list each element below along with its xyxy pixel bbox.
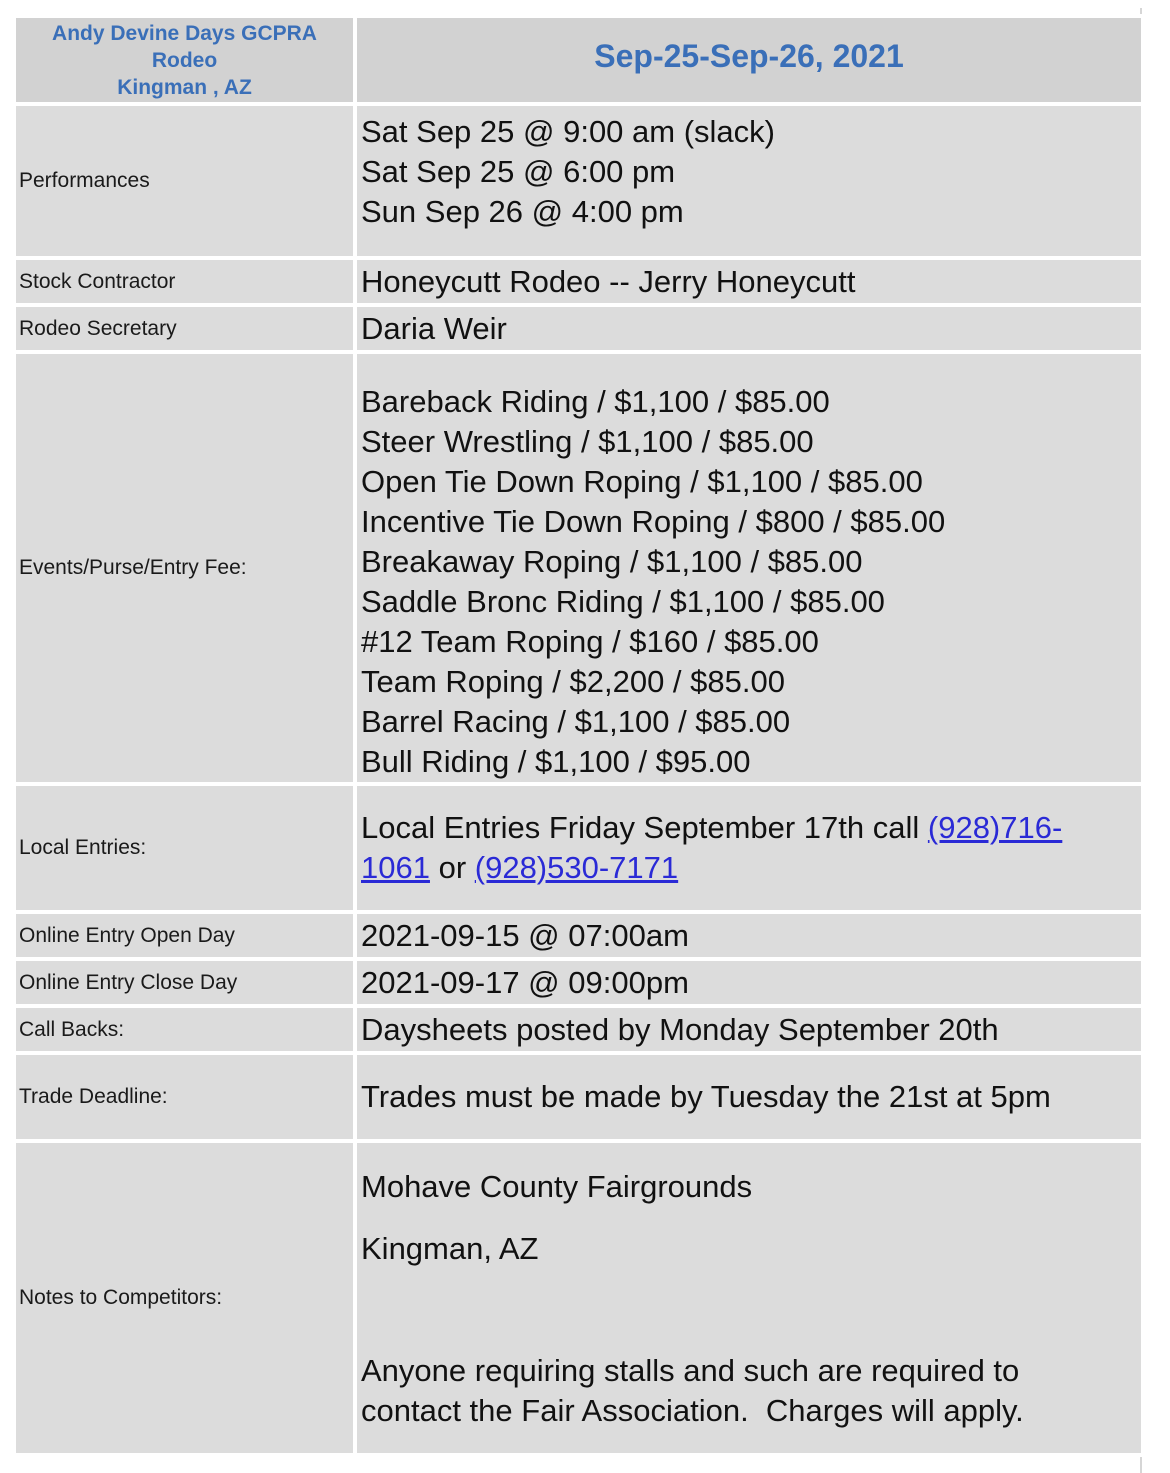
online-close-value: 2021-09-17 @ 09:00pm bbox=[357, 961, 1141, 1004]
event-item: Barrel Racing / $1,100 / $85.00 bbox=[361, 704, 791, 739]
phone-link-1-part2: 1061 bbox=[361, 850, 430, 885]
event-item: Steer Wrestling / $1,100 / $85.00 bbox=[361, 424, 814, 459]
performances-label: Performances bbox=[16, 106, 353, 256]
event-item: Incentive Tie Down Roping / $800 / $85.00 bbox=[361, 504, 946, 539]
trade-deadline-label: Trade Deadline: bbox=[16, 1055, 353, 1139]
phone-link-2[interactable]: (928)530-7171 bbox=[474, 850, 679, 885]
call-backs-row bbox=[16, 1008, 1141, 1051]
event-item: Breakaway Roping / $1,100 / $85.00 bbox=[361, 544, 863, 579]
event-item: #12 Team Roping / $160 / $85.00 bbox=[361, 624, 819, 659]
performance-item: Sun Sep 26 @ 4:00 pm bbox=[361, 194, 684, 229]
header-row bbox=[16, 18, 1141, 102]
performance-item: Sat Sep 25 @ 6:00 pm bbox=[361, 154, 676, 189]
stock-contractor-label: Stock Contractor bbox=[16, 260, 353, 303]
online-open-row bbox=[16, 914, 1141, 957]
notes-venue: Mohave County Fairgrounds bbox=[361, 1169, 753, 1204]
rodeo-secretary-row bbox=[16, 307, 1141, 350]
stock-contractor-value: Honeycutt Rodeo -- Jerry Honeycutt bbox=[357, 260, 1141, 303]
local-entries-text: Local Entries Friday September 17th call bbox=[361, 810, 928, 845]
event-item: Bull Riding / $1,100 / $95.00 bbox=[361, 744, 751, 779]
notes-city: Kingman, AZ bbox=[361, 1231, 539, 1266]
notes-label: Notes to Competitors: bbox=[16, 1143, 353, 1453]
performance-item: Sat Sep 25 @ 9:00 am (slack) bbox=[361, 114, 775, 149]
notes-stalls-line1: Anyone requiring stalls and such are required to bbox=[361, 1353, 1020, 1388]
trade-deadline-value: Trades must be made by Tuesday the 21st at 5pm bbox=[357, 1055, 1141, 1139]
online-open-label: Online Entry Open Day bbox=[16, 914, 353, 957]
events-row bbox=[16, 354, 1141, 782]
call-backs-label: Call Backs: bbox=[16, 1008, 353, 1051]
online-close-row bbox=[16, 961, 1141, 1004]
rodeo-info-table bbox=[12, 14, 1145, 1457]
local-entries-value bbox=[357, 786, 1141, 910]
event-item: Open Tie Down Roping / $1,100 / $85.00 bbox=[361, 464, 923, 499]
event-item: Team Roping / $2,200 / $85.00 bbox=[361, 664, 785, 699]
event-item: Saddle Bronc Riding / $1,100 / $85.00 bbox=[361, 584, 885, 619]
rodeo-location: Kingman , AZ bbox=[117, 75, 252, 99]
phone-link-1-part1: (928)716- bbox=[927, 810, 1063, 845]
local-entries-row bbox=[16, 786, 1141, 910]
online-close-label: Online Entry Close Day bbox=[16, 961, 353, 1004]
trade-deadline-row bbox=[16, 1055, 1141, 1139]
rodeo-title-cell bbox=[16, 18, 353, 102]
rodeo-name-line2: Rodeo bbox=[151, 48, 218, 72]
performances-row bbox=[16, 106, 1141, 256]
notes-row bbox=[16, 1143, 1141, 1453]
event-item: Bareback Riding / $1,100 / $85.00 bbox=[361, 384, 830, 419]
online-open-value: 2021-09-15 @ 07:00am bbox=[357, 914, 1141, 957]
local-entries-label: Local Entries: bbox=[16, 786, 353, 910]
events-label: Events/Purse/Entry Fee: bbox=[16, 354, 353, 782]
notes-value bbox=[357, 1143, 1141, 1453]
date-range: Sep-25-Sep-26, 2021 bbox=[357, 18, 1141, 102]
events-list bbox=[357, 354, 1141, 782]
rodeo-secretary-label: Rodeo Secretary bbox=[16, 307, 353, 350]
notes-stalls-line2: contact the Fair Association. Charges will apply. bbox=[361, 1393, 1024, 1428]
rodeo-name-line1: Andy Devine Days GCPRA bbox=[52, 21, 317, 45]
rodeo-secretary-value: Daria Weir bbox=[357, 307, 1141, 350]
performances-value bbox=[357, 106, 1141, 256]
stock-contractor-row bbox=[16, 260, 1141, 303]
call-backs-value: Daysheets posted by Monday September 20th bbox=[357, 1008, 1141, 1051]
local-entries-conjunction: or bbox=[429, 850, 475, 885]
